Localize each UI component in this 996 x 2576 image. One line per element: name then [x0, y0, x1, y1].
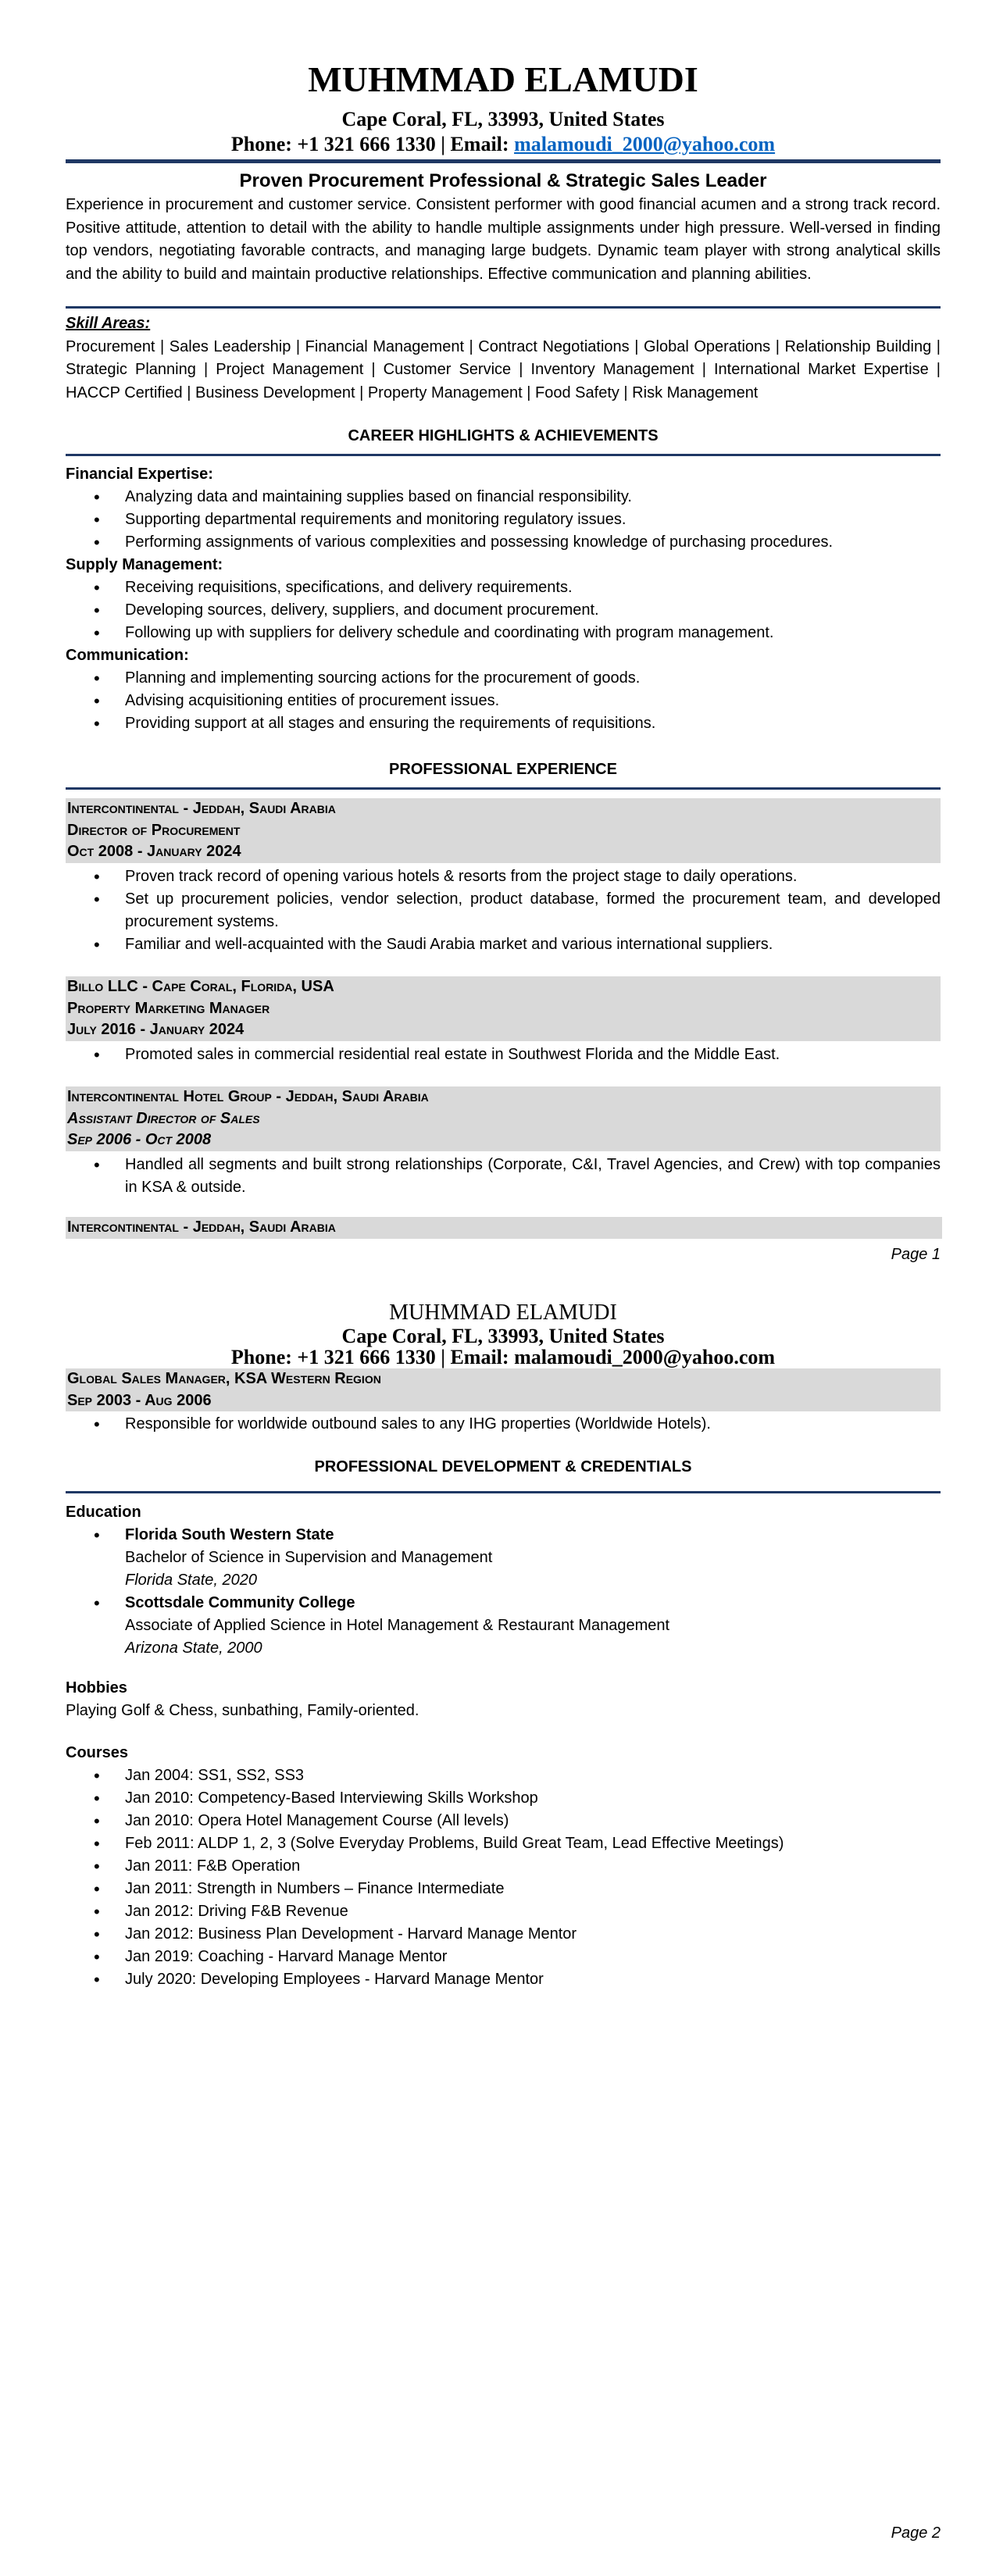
email-link[interactable]: malamoudi_2000@yahoo.com [514, 133, 776, 155]
job-header [66, 1368, 941, 1411]
header-divider [66, 159, 941, 163]
education-label: Education [66, 1504, 141, 1521]
list-item: • Set up procurement policies, vendor selection, product database, formed the procurement team, and developed procurement systems. [125, 888, 941, 933]
education-section [66, 1501, 941, 1660]
job-dates: July 2016 - January 2024 [67, 1021, 245, 1038]
group-label: Financial Expertise: [66, 466, 213, 483]
candidate-name: MUHMMAD ELAMUDI [308, 59, 698, 99]
school-place: Florida State, 2020 [125, 1572, 257, 1589]
highlights-divider [66, 454, 941, 456]
skills-label: Skill Areas: [66, 315, 151, 332]
course-item: • Jan 2019: Coaching - Harvard Manage Mentor [125, 1946, 941, 1968]
course-item: • Jan 2004: SS1, SS2, SS3 [125, 1764, 941, 1787]
experience-title: PROFESSIONAL EXPERIENCE [389, 761, 617, 778]
phone-label: Phone: +1 321 666 1330 | Email: [230, 133, 515, 155]
hobbies-text: Playing Golf & Chess, sunbathing, Family-oriented. [66, 1702, 419, 1719]
job-header [66, 976, 941, 1041]
highlights-title: CAREER HIGHLIGHTS & ACHIEVEMENTS [348, 427, 659, 444]
skills-section [66, 312, 941, 405]
summary-divider [66, 306, 941, 309]
job-dates: Sep 2006 - Oct 2008 [67, 1131, 212, 1148]
list-item: • Proven track record of opening various hotels & resorts from the project stage to daily operations. [125, 865, 941, 888]
job-company: Intercontinental - Jeddah, Saudi Arabia [67, 800, 336, 817]
list-item: • Supporting departmental requirements and monitoring regulatory issues. [125, 508, 941, 531]
school-name: • Scottsdale Community College [125, 1594, 355, 1611]
job-header [66, 798, 941, 863]
list-item: • Performing assignments of various complexities and possessing knowledge of purchasing procedures. [125, 531, 941, 554]
list-item: • Familiar and well-acquainted with the Saudi Arabia market and various international suppliers. [125, 933, 941, 956]
list-item: • Advising acquisitioning entities of procurement issues. [125, 690, 941, 712]
job-company: Intercontinental Hotel Group - Jeddah, Saudi Arabia [67, 1088, 429, 1105]
job-entry [66, 976, 941, 1066]
school-name: • Florida South Western State [125, 1526, 334, 1543]
page-number: Page 1 [891, 1246, 941, 1263]
address-page2: Cape Coral, FL, 33993, United States [341, 1325, 665, 1347]
job-role: Global Sales Manager, KSA Western Region [67, 1370, 381, 1387]
phone-label: Phone: +1 321 666 1330 | Email: [230, 1346, 515, 1368]
list-item: • Following up with suppliers for delivery schedule and coordinating with program management. [125, 622, 941, 644]
list-item: • Analyzing data and maintaining supplies based on financial responsibility. [125, 486, 941, 508]
list-item: • Promoted sales in commercial residential real estate in Southwest Florida and the Middle East. [125, 1044, 941, 1066]
job-entry-continued [66, 1368, 941, 1436]
job-role: Property Marketing Manager [67, 999, 270, 1017]
list-item: • Responsible for worldwide outbound sales to any IHG properties (Worldwide Hotels). [125, 1413, 941, 1436]
email-text: malamoudi_2000@yahoo.com [514, 1346, 776, 1368]
list-item: • Planning and implementing sourcing actions for the procurement of goods. [125, 667, 941, 690]
development-divider [66, 1491, 941, 1493]
group-label: Communication: [66, 647, 189, 664]
course-item: • Jan 2010: Competency-Based Interviewing Skills Workshop [125, 1787, 941, 1810]
course-item: • July 2020: Developing Employees - Harvard Manage Mentor [125, 1968, 941, 1991]
education-item [125, 1524, 941, 1592]
course-item: • Jan 2010: Opera Hotel Management Course (All levels) [125, 1810, 941, 1832]
list-item: • Receiving requisitions, specifications, and delivery requirements. [125, 576, 941, 599]
summary-text: Experience in procurement and customer service. Consistent performer with good financial acumen and a strong track record. Positive attitude, attention to detail with the ability to handle multiple assignments under high pressure. Well-versed in finding top vendors, negotiating favorable contracts, and managing large budgets. Dynamic team player with strong analytical skills and the ability to build and maintain productive relationships. Effective communication and planning abilities. [66, 196, 941, 283]
contact-line-page2 [66, 1347, 941, 1368]
address: Cape Coral, FL, 33993, United States [341, 108, 665, 130]
job-dates: Oct 2008 - January 2024 [67, 843, 241, 860]
experience-divider [66, 787, 941, 790]
job-entry [66, 1086, 941, 1199]
candidate-name-page2: MUHMMAD ELAMUDI [389, 1300, 617, 1325]
course-item: • Jan 2012: Business Plan Development - Harvard Manage Mentor [125, 1923, 941, 1946]
course-item: • Jan 2012: Driving F&B Revenue [125, 1900, 941, 1923]
page-number: Page 2 [891, 2524, 941, 2542]
degree: Bachelor of Science in Supervision and Management [125, 1549, 493, 1566]
list-item: • Providing support at all stages and ensuring the requirements of requisitions. [125, 712, 941, 735]
job-header [66, 1086, 941, 1151]
course-item: • Jan 2011: F&B Operation [125, 1855, 941, 1878]
job-role: Director of Procurement [67, 821, 241, 839]
list-item: • Developing sources, delivery, suppliers, and document procurement. [125, 599, 941, 622]
job-entry [66, 798, 941, 956]
headline: Proven Procurement Professional & Strategic Sales Leader [239, 170, 767, 191]
hobbies-section [66, 1677, 941, 1722]
job-dates: Sep 2003 - Aug 2006 [67, 1391, 212, 1409]
school-place: Arizona State, 2000 [125, 1639, 262, 1657]
degree: Associate of Applied Science in Hotel Management & Restaurant Management [125, 1617, 670, 1634]
course-item: • Feb 2011: ALDP 1, 2, 3 (Solve Everyday Problems, Build Great Team, Lead Effective Meetings) [125, 1832, 941, 1855]
contact-line [66, 132, 941, 157]
development-title: PROFESSIONAL DEVELOPMENT & CREDENTIALS [314, 1458, 692, 1475]
hobbies-label: Hobbies [66, 1679, 127, 1697]
courses-section [66, 1742, 941, 1991]
course-item: • Jan 2011: Strength in Numbers – Finance Intermediate [125, 1878, 941, 1900]
skills-text: Procurement | Sales Leadership | Financial Management | Contract Negotiations | Global Operations | Relationship Building | Strategic Planning | Project Management | Customer Service | Inventory Management | International Market Expertise | HACCP Certified | Business Development | Property Management | Food Safety | Risk Management [66, 337, 941, 401]
job-company: Billo LLC - Cape Coral, Florida, USA [67, 978, 334, 995]
job-company: Intercontinental - Jeddah, Saudi Arabia [66, 1217, 942, 1239]
job-role: Assistant Director of Sales [67, 1109, 260, 1127]
courses-label: Courses [66, 1744, 129, 1761]
list-item: • Handled all segments and built strong relationships (Corporate, C&I, Travel Agencies, and Crew) with top companies in KSA & outside. [125, 1154, 941, 1199]
highlights-list [66, 463, 941, 735]
group-label: Supply Management: [66, 556, 223, 573]
education-item [125, 1592, 941, 1660]
